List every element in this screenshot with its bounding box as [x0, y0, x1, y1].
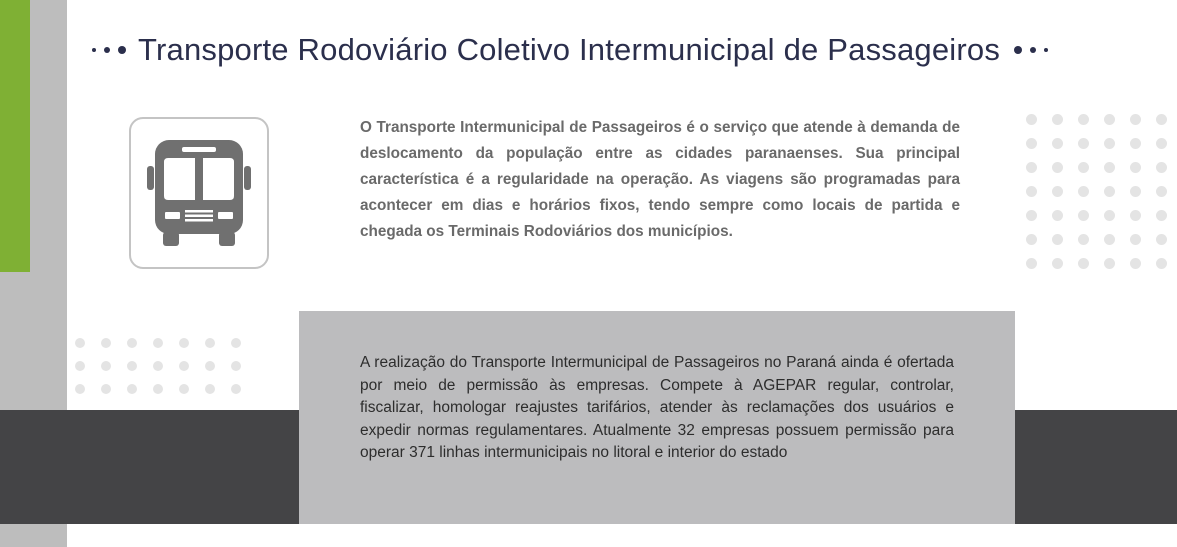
- dot: [1044, 48, 1048, 52]
- decor-dot: [1130, 186, 1141, 197]
- decor-dot: [1156, 234, 1167, 245]
- dot: [118, 46, 126, 54]
- decor-dot: [1104, 114, 1115, 125]
- decor-dot: [1052, 186, 1063, 197]
- decor-dot: [75, 361, 85, 371]
- decor-dot: [1156, 138, 1167, 149]
- decor-dot: [1130, 210, 1141, 221]
- decor-dot: [1130, 114, 1141, 125]
- decor-dot: [1130, 138, 1141, 149]
- decor-dot: [1026, 138, 1037, 149]
- intro-paragraph: O Transporte Intermunicipal de Passageiros é o serviço que atende à demanda de deslocamento da população entre as cidades paranaenses. Sua principal característica é a regularidade na operação. As viagens são programadas para acontecer em dias e horários fixos, tendo sempre como locais de partida e chegada os Terminais Rodoviários dos municípios.: [360, 119, 960, 240]
- title-dots-right: [1014, 46, 1048, 54]
- decor-dot: [1104, 234, 1115, 245]
- decor-dot: [1104, 258, 1115, 269]
- title-dots-left: [92, 46, 126, 54]
- decor-dot: [1026, 234, 1037, 245]
- dot: [1030, 47, 1036, 53]
- decor-dot: [153, 384, 163, 394]
- decor-dot: [1130, 234, 1141, 245]
- decor-dot: [179, 361, 189, 371]
- title-row: [92, 26, 1162, 74]
- decor-dot: [1130, 162, 1141, 173]
- decor-dot: [1104, 210, 1115, 221]
- dot-grid-right: [1026, 114, 1167, 269]
- left-green-accent: [0, 0, 30, 272]
- dot: [92, 48, 96, 52]
- decor-dot: [205, 361, 215, 371]
- decor-dot: [231, 338, 241, 348]
- decor-dot: [1156, 114, 1167, 125]
- decor-dot: [101, 361, 111, 371]
- decor-dot: [1052, 258, 1063, 269]
- bus-icon-box: [129, 117, 269, 269]
- permission-paragraph: A realização do Transporte Intermunicipal de Passageiros no Paraná ainda é ofertada por meio de permissão às empresas. Compete à AGEPAR regular, controlar, fiscalizar, homologar reajustes tarifários, atender às reclamações dos usuários e expedir normas regulamentares. Atualmente 32 empresas possuem permissão para operar 371 linhas intermunicipais no litoral e interior do estado: [360, 354, 954, 461]
- decor-dot: [153, 338, 163, 348]
- decor-dot: [127, 361, 137, 371]
- decor-dot: [1078, 162, 1089, 173]
- decor-dot: [1026, 258, 1037, 269]
- decor-dot: [1130, 258, 1141, 269]
- decor-dot: [75, 384, 85, 394]
- decor-dot: [1052, 210, 1063, 221]
- dot: [1014, 46, 1022, 54]
- decor-dot: [231, 361, 241, 371]
- decor-dot: [127, 338, 137, 348]
- decor-dot: [1052, 234, 1063, 245]
- decor-dot: [205, 338, 215, 348]
- dot: [104, 47, 110, 53]
- decor-dot: [1078, 138, 1089, 149]
- decor-dot: [127, 384, 137, 394]
- page-title: Transporte Rodoviário Coletivo Intermunicipal de Passageiros: [138, 32, 1001, 67]
- decor-dot: [1104, 162, 1115, 173]
- decor-dot: [1026, 210, 1037, 221]
- decor-dot: [1156, 210, 1167, 221]
- decor-dot: [1052, 114, 1063, 125]
- decor-dot: [179, 384, 189, 394]
- decor-dot: [1078, 234, 1089, 245]
- decor-dot: [101, 338, 111, 348]
- decor-dot: [231, 384, 241, 394]
- decor-dot: [1078, 210, 1089, 221]
- decor-dot: [1104, 186, 1115, 197]
- decor-dot: [1078, 258, 1089, 269]
- decor-dot: [1104, 138, 1115, 149]
- decor-dot: [1156, 258, 1167, 269]
- decor-dot: [1156, 162, 1167, 173]
- decor-dot: [179, 338, 189, 348]
- bus-icon: [147, 138, 251, 248]
- decor-dot: [1026, 114, 1037, 125]
- decor-dot: [153, 361, 163, 371]
- decor-dot: [1026, 162, 1037, 173]
- dot-grid-left: [75, 338, 241, 394]
- decor-dot: [1052, 162, 1063, 173]
- decor-dot: [1026, 186, 1037, 197]
- decor-dot: [1052, 138, 1063, 149]
- decor-dot: [1078, 114, 1089, 125]
- decor-dot: [75, 338, 85, 348]
- decor-dot: [1078, 186, 1089, 197]
- decor-dot: [1156, 186, 1167, 197]
- decor-dot: [205, 384, 215, 394]
- decor-dot: [101, 384, 111, 394]
